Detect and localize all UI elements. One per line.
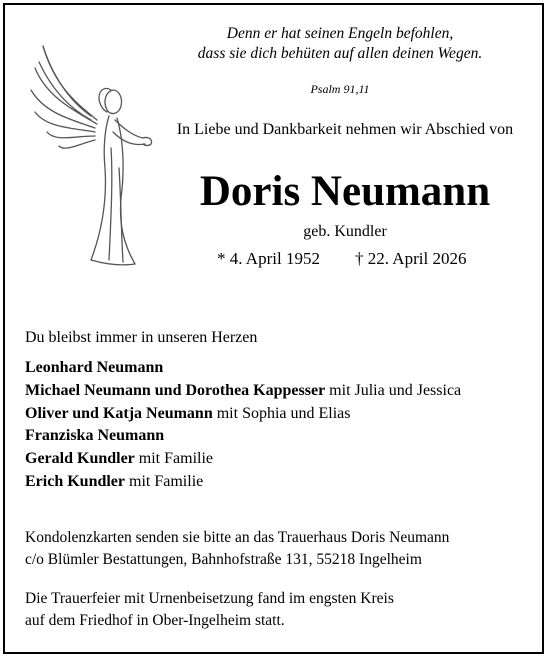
mourners-list (25, 357, 461, 494)
mourner-extra: mit Familie (125, 472, 204, 490)
verse-line-1: Denn er hat seinen Engeln befohlen, (226, 25, 454, 42)
death-date: † 22. April 2026 (355, 249, 467, 268)
bible-verse (170, 24, 510, 64)
mourner-extra: mit Julia und Jessica (325, 381, 462, 399)
mourner-names: Michael Neumann und Dorothea Kappesser (25, 381, 326, 399)
mourner-names: Franziska Neumann (25, 427, 165, 445)
funeral-line-1: Die Trauerfeier mit Urnenbeisetzung fand im engsten Kreis (25, 590, 394, 607)
mourner-entry (25, 357, 461, 380)
mourner-entry (25, 380, 461, 403)
verse-line-2: dass sie dich behüten auf allen deinen Wegen. (197, 45, 483, 62)
condolence-line-1: Kondolenzkarten senden sie bitte an das Trauerhaus Doris Neumann (25, 529, 450, 546)
funeral-line-2: auf dem Friedhof in Ober-Ingelheim statt. (25, 612, 285, 629)
mourner-names: Erich Kundler (25, 472, 126, 490)
birth-date: * 4. April 1952 (217, 249, 320, 268)
condolence-line-2: c/o Blümler Bestattungen, Bahnhofstraße 131, 55218 Ingelheim (25, 551, 422, 568)
mourner-extra: mit Familie (134, 450, 213, 468)
mourner-names: Gerald Kundler (25, 450, 135, 468)
mourner-entry (25, 403, 461, 426)
mourner-entry (25, 425, 461, 448)
mourner-names: Leonhard Neumann (25, 359, 164, 376)
mourner-names: Oliver und Katja Neumann (25, 404, 213, 422)
angel-icon (25, 28, 165, 273)
condolence-note (25, 527, 449, 571)
funeral-note (25, 588, 394, 632)
farewell-intro: In Liebe und Dankbarkeit nehmen wir Abschied von (176, 121, 514, 138)
mourner-entry (25, 448, 461, 471)
tagline: Du bleibst immer in unseren Herzen (25, 329, 258, 346)
verse-source: Psalm 91,11 (310, 82, 370, 96)
mourner-extra: mit Sophia und Elias (212, 404, 351, 422)
deceased-name: Doris Neumann (199, 168, 491, 215)
mourner-entry (25, 471, 461, 494)
maiden-name: geb. Kundler (303, 223, 387, 240)
